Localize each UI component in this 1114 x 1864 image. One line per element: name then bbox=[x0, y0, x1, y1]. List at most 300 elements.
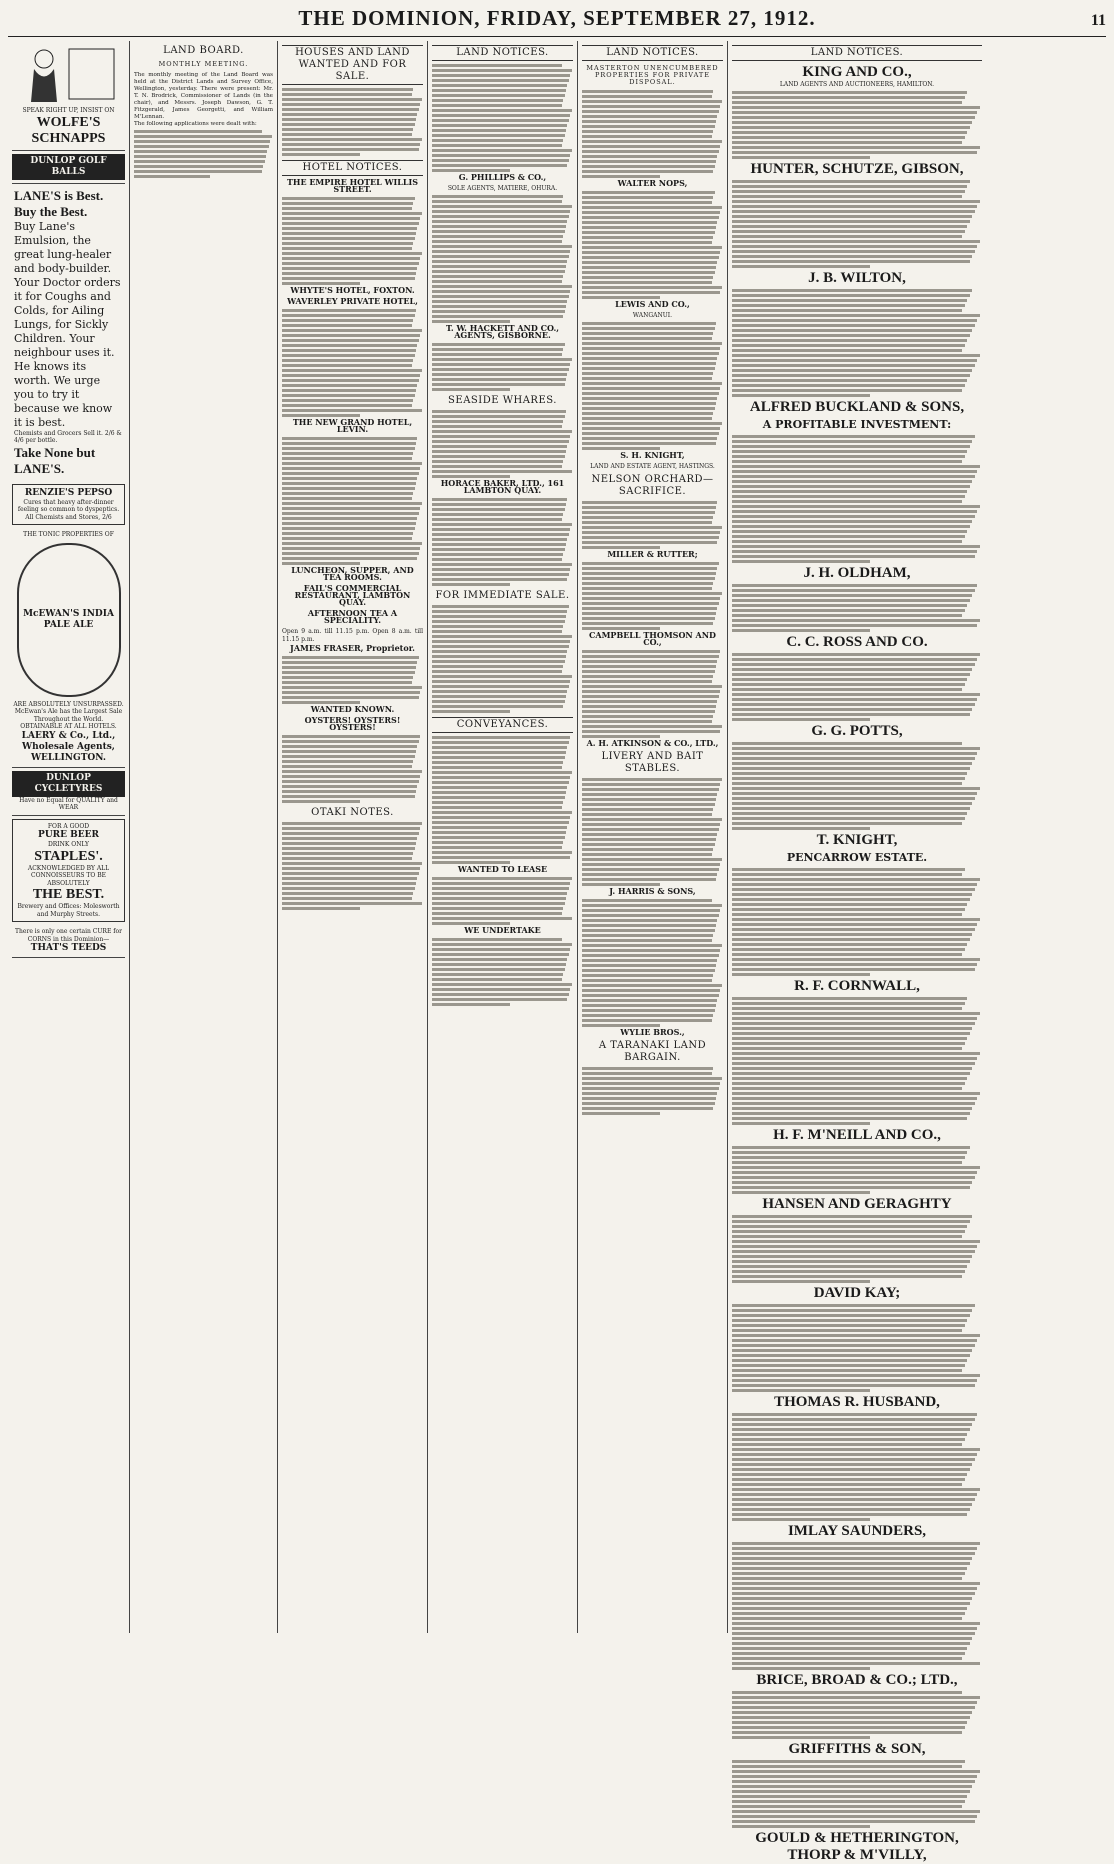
illegible-text-line bbox=[732, 589, 975, 592]
illegible-text-line bbox=[432, 573, 569, 576]
illegible-text-line bbox=[582, 377, 712, 380]
illegible-text-line bbox=[282, 740, 419, 743]
illegible-text-line bbox=[732, 106, 980, 109]
illegible-text-line bbox=[732, 146, 980, 149]
illegible-text-line bbox=[432, 841, 563, 844]
illegible-text-line bbox=[582, 382, 722, 385]
illegible-text-line bbox=[732, 1052, 980, 1055]
classified-text bbox=[432, 498, 573, 586]
illegible-text-line bbox=[732, 1820, 975, 1823]
illegible-text-line bbox=[582, 261, 717, 264]
illegible-text-line bbox=[282, 512, 419, 515]
land-notices-column-3: LAND NOTICES. KING AND CO., LAND AGENTS AND AUCTIONEERS, HAMILTON. HUNTER, SCHUTZE, GIBSON, J. B. WILTON, ALFRED BUCKLAND & SONS, A PROFITABLE INVESTMENT: J. H. OLDHAM, C. C. ROSS AND CO. G. G. POTTS, T. KNIGHT, PENCARROW ESTATE. R. F. CORNWALL, H. F. M'NEILL AND CO., HANSEN AND GERAGHTY DAVID KAY; THOMAS R. HUSBAND, IMLAY SAUNDERS, BRICE, BROAD & CO.; LTD., GRIFFITHS & SON, GOULD & HETHERINGTON, THORP & M'VILLY, bbox=[728, 41, 986, 1633]
illegible-text-line bbox=[432, 358, 572, 361]
illegible-text-line bbox=[582, 387, 720, 390]
illegible-text-line bbox=[282, 527, 415, 530]
illegible-text-line bbox=[582, 100, 722, 103]
illegible-text-line bbox=[732, 693, 980, 696]
illegible-text-line bbox=[282, 691, 420, 694]
illegible-text-line bbox=[282, 472, 419, 475]
illegible-text-line bbox=[582, 226, 716, 229]
illegible-text-line bbox=[732, 908, 965, 911]
illegible-text-line bbox=[732, 121, 972, 124]
illegible-text-line bbox=[432, 665, 563, 668]
illegible-text-line bbox=[582, 246, 722, 249]
illegible-text-line bbox=[582, 655, 719, 658]
dunlop-cycle-advert: DUNLOP CYCLETYRES Have no Equal for QUALITY and WEAR bbox=[12, 768, 125, 816]
illegible-text-line bbox=[732, 1240, 980, 1243]
illegible-text-line bbox=[732, 614, 962, 617]
illegible-text-line bbox=[582, 1014, 713, 1017]
classified-text bbox=[732, 653, 982, 721]
illegible-text-line bbox=[732, 555, 975, 558]
illegible-text-line bbox=[732, 1413, 977, 1416]
illegible-text-line bbox=[282, 262, 419, 265]
illegible-text-line bbox=[582, 974, 713, 977]
illegible-text-line bbox=[282, 735, 420, 738]
section-heading: A TARANAKI LAND BARGAIN. bbox=[598, 1040, 707, 1063]
illegible-text-line bbox=[732, 1225, 967, 1228]
illegible-text-line bbox=[432, 821, 569, 824]
illegible-text-line bbox=[282, 394, 415, 397]
illegible-text-line bbox=[432, 119, 569, 122]
illegible-text-line bbox=[732, 505, 980, 508]
illegible-text-line bbox=[732, 1082, 965, 1085]
illegible-text-line bbox=[732, 1478, 965, 1481]
illegible-text-line bbox=[432, 435, 570, 438]
illegible-text-line bbox=[282, 462, 422, 465]
illegible-text-line bbox=[732, 629, 870, 632]
illegible-text-line bbox=[732, 200, 980, 203]
illegible-text-line bbox=[432, 791, 566, 794]
illegible-text-line bbox=[582, 392, 719, 395]
illegible-text-line bbox=[432, 801, 563, 804]
illegible-text-line bbox=[732, 359, 977, 362]
illegible-text-line bbox=[582, 833, 717, 836]
illegible-text-line bbox=[732, 1250, 975, 1253]
illegible-text-line bbox=[432, 806, 562, 809]
illegible-text-line bbox=[432, 430, 572, 433]
illegible-text-line bbox=[432, 373, 567, 376]
illegible-text-line bbox=[432, 826, 567, 829]
illegible-text-line bbox=[732, 1721, 967, 1724]
classified-text bbox=[732, 1760, 982, 1828]
illegible-text-line bbox=[732, 1122, 870, 1125]
illegible-text-line bbox=[732, 1161, 962, 1164]
illegible-text-line bbox=[732, 1151, 967, 1154]
illegible-text-line bbox=[432, 295, 569, 298]
illegible-text-line bbox=[582, 959, 717, 962]
illegible-text-line bbox=[432, 553, 563, 556]
illegible-text-line bbox=[732, 1483, 962, 1486]
illegible-text-line bbox=[282, 877, 417, 880]
illegible-text-line bbox=[732, 445, 970, 448]
illegible-text-line bbox=[732, 1448, 980, 1451]
illegible-text-line bbox=[582, 1097, 716, 1100]
illegible-text-line bbox=[732, 1389, 870, 1392]
illegible-text-line bbox=[732, 958, 980, 961]
illegible-text-line bbox=[282, 852, 413, 855]
illegible-text-line bbox=[432, 210, 570, 213]
illegible-text-line bbox=[582, 690, 720, 693]
illegible-text-line bbox=[732, 787, 980, 790]
illegible-text-line bbox=[732, 1463, 972, 1466]
illegible-text-line bbox=[732, 1438, 965, 1441]
illegible-text-line bbox=[732, 309, 962, 312]
illegible-text-line bbox=[582, 725, 722, 728]
illegible-text-line bbox=[582, 853, 712, 856]
teeds-advert: There is only one certain CURE for CORNS in this Dominion— THAT'S TEEDS bbox=[12, 925, 125, 958]
illegible-text-line bbox=[282, 272, 416, 275]
illegible-text-line bbox=[432, 503, 566, 506]
illegible-text-line bbox=[282, 760, 413, 763]
mcewan-advert: THE TONIC PROPERTIES OF McEWAN'S INDIA PALE ALE ARE ABSOLUTELY UNSURPASSED. McEwan's Ale has the Largest Sale Throughout the World. OBTAINABLE AT ALL HOTELS. LAERY & Co., Ltd., Wholesale Agents, WELLINGTON. bbox=[12, 528, 125, 768]
illegible-text-line bbox=[732, 1790, 970, 1793]
illegible-text-line bbox=[732, 1775, 977, 1778]
illegible-text-line bbox=[732, 948, 965, 951]
illegible-text-line bbox=[432, 948, 570, 951]
illegible-text-line bbox=[582, 803, 715, 806]
illegible-text-line bbox=[732, 1181, 972, 1184]
land-notices-column-2: LAND NOTICES. MASTERTON UNENCUMBERED PROPERTIES FOR PRIVATE DISPOSAL. WALTER NOPS, LEWIS AND CO., WANGANUI. S. H. KNIGHT, LAND AND ESTATE AGENT, HASTINGS. NELSON ORCHARD—SACRIFICE. MILLER & RUTTER; CAMPBELL THOMSON AND CO., A. H. ATKINSON & CO., LTD., LIVERY AND BAIT STABLES. J. HARRIS & SONS, WYLIE BROS., A TARANAKI LAND BARGAIN. bbox=[578, 41, 728, 1633]
illegible-text-line bbox=[732, 663, 975, 666]
illegible-text-line bbox=[432, 220, 567, 223]
illegible-text-line bbox=[432, 645, 569, 648]
illegible-text-line bbox=[432, 240, 562, 243]
classified-text bbox=[582, 322, 723, 450]
illegible-text-line bbox=[432, 353, 562, 356]
illegible-text-line bbox=[282, 123, 415, 126]
illegible-text-line bbox=[282, 237, 415, 240]
illegible-text-line bbox=[282, 557, 417, 560]
illegible-text-line bbox=[282, 671, 415, 674]
illegible-text-line bbox=[432, 508, 565, 511]
illegible-text-line bbox=[732, 324, 975, 327]
illegible-text-line bbox=[282, 785, 417, 788]
illegible-text-line bbox=[432, 655, 566, 658]
illegible-text-line bbox=[282, 897, 412, 900]
illegible-text-line bbox=[282, 755, 415, 758]
illegible-text-line bbox=[732, 1468, 970, 1471]
illegible-text-line bbox=[282, 552, 419, 555]
illegible-text-line bbox=[732, 374, 970, 377]
illegible-text-line bbox=[282, 837, 417, 840]
illegible-text-line bbox=[732, 460, 962, 463]
illegible-text-line bbox=[732, 364, 975, 367]
illegible-text-line bbox=[282, 148, 419, 151]
classified-text bbox=[432, 605, 573, 713]
illegible-text-line bbox=[432, 578, 567, 581]
illegible-text-line bbox=[582, 531, 720, 534]
illegible-text-line bbox=[732, 898, 970, 901]
illegible-text-line bbox=[732, 1825, 870, 1828]
illegible-text-line bbox=[582, 521, 712, 524]
illegible-text-line bbox=[432, 225, 566, 228]
illegible-text-line bbox=[432, 610, 567, 613]
illegible-text-line bbox=[732, 968, 975, 971]
illegible-text-line bbox=[582, 612, 716, 615]
illegible-text-line bbox=[732, 1612, 965, 1615]
illegible-text-line bbox=[582, 607, 717, 610]
illegible-text-line bbox=[582, 1072, 712, 1075]
illegible-text-line bbox=[732, 190, 965, 193]
illegible-text-line bbox=[432, 230, 565, 233]
illegible-text-line bbox=[732, 718, 870, 721]
illegible-text-line bbox=[732, 1542, 980, 1545]
classified-text bbox=[732, 997, 982, 1125]
illegible-text-line bbox=[732, 1017, 977, 1020]
illegible-text-line bbox=[432, 846, 562, 849]
illegible-text-line bbox=[732, 943, 967, 946]
illegible-text-line bbox=[732, 747, 980, 750]
illegible-text-line bbox=[432, 998, 567, 1001]
illegible-text-line bbox=[732, 240, 980, 243]
illegible-text-line bbox=[732, 1374, 980, 1377]
illegible-text-line bbox=[732, 1032, 970, 1035]
illegible-text-line bbox=[282, 892, 413, 895]
illegible-text-line bbox=[732, 530, 967, 533]
illegible-text-line bbox=[732, 1637, 972, 1640]
illegible-text-line bbox=[432, 786, 567, 789]
illegible-text-line bbox=[432, 368, 569, 371]
illegible-text-line bbox=[432, 410, 566, 413]
illegible-text-line bbox=[432, 751, 566, 754]
illegible-text-line bbox=[282, 319, 413, 322]
illegible-text-line bbox=[432, 675, 572, 678]
illegible-text-line bbox=[582, 442, 716, 445]
illegible-text-line bbox=[732, 1354, 970, 1357]
illegible-text-line bbox=[582, 562, 719, 565]
illegible-text-line bbox=[282, 217, 420, 220]
classified-text bbox=[732, 1691, 982, 1739]
illegible-text-line bbox=[432, 705, 563, 708]
illegible-text-line bbox=[732, 1458, 975, 1461]
illegible-text-line bbox=[432, 215, 569, 218]
illegible-text-line bbox=[432, 104, 562, 107]
illegible-text-line bbox=[732, 294, 970, 297]
illegible-text-line bbox=[732, 1622, 980, 1625]
illegible-text-line bbox=[282, 277, 415, 280]
illegible-text-line bbox=[432, 953, 569, 956]
illegible-text-line bbox=[282, 547, 420, 550]
illegible-text-line bbox=[282, 872, 419, 875]
illegible-text-line bbox=[732, 510, 977, 513]
illegible-text-line bbox=[582, 241, 712, 244]
illegible-text-line bbox=[732, 1498, 975, 1501]
illegible-text-line bbox=[432, 695, 566, 698]
illegible-text-line bbox=[282, 507, 420, 510]
illegible-text-line bbox=[432, 615, 566, 618]
illegible-text-line bbox=[282, 202, 413, 205]
illegible-text-line bbox=[432, 470, 572, 473]
illegible-text-line bbox=[582, 281, 712, 284]
illegible-text-line bbox=[282, 232, 416, 235]
illegible-text-line bbox=[732, 500, 962, 503]
illegible-text-line bbox=[282, 822, 422, 825]
illegible-text-line bbox=[732, 1731, 962, 1734]
illegible-text-line bbox=[732, 490, 967, 493]
illegible-text-line bbox=[582, 286, 722, 289]
illegible-text-line bbox=[282, 745, 417, 748]
classified-text bbox=[732, 1413, 982, 1521]
illegible-text-line bbox=[582, 221, 717, 224]
illegible-text-line bbox=[732, 1171, 977, 1174]
illegible-text-line bbox=[432, 450, 566, 453]
illegible-text-line bbox=[282, 143, 420, 146]
illegible-text-line bbox=[732, 1795, 967, 1798]
section-heading: LIVERY AND BAIT STABLES. bbox=[601, 751, 704, 774]
illegible-text-line bbox=[582, 783, 720, 786]
illegible-text-line bbox=[582, 994, 719, 997]
illegible-text-line bbox=[732, 1339, 977, 1342]
illegible-text-line bbox=[732, 205, 977, 208]
illegible-text-line bbox=[582, 949, 720, 952]
illegible-text-line bbox=[432, 159, 569, 162]
illegible-text-line bbox=[732, 1736, 870, 1739]
illegible-text-line bbox=[732, 265, 870, 268]
illegible-text-line bbox=[432, 993, 569, 996]
illegible-text-line bbox=[582, 730, 720, 733]
section-heading: CONVEYANCES. bbox=[432, 717, 573, 733]
illegible-text-line bbox=[432, 766, 562, 769]
illegible-text-line bbox=[282, 359, 413, 362]
illegible-text-line bbox=[732, 260, 970, 263]
illegible-text-line bbox=[432, 99, 563, 102]
illegible-text-line bbox=[732, 1473, 967, 1476]
illegible-text-line bbox=[732, 1245, 977, 1248]
illegible-text-line bbox=[732, 772, 967, 775]
illegible-text-line bbox=[432, 670, 562, 673]
illegible-text-line bbox=[432, 265, 566, 268]
illegible-text-line bbox=[282, 339, 419, 342]
illegible-text-line bbox=[582, 828, 719, 831]
illegible-text-line bbox=[732, 1072, 970, 1075]
illegible-text-line bbox=[732, 180, 970, 183]
illegible-text-line bbox=[732, 1092, 980, 1095]
illegible-text-line bbox=[432, 978, 562, 981]
illegible-text-line bbox=[282, 197, 415, 200]
illegible-text-line bbox=[432, 154, 570, 157]
mcewan-label: McEWAN'S INDIA PALE ALE bbox=[17, 543, 121, 697]
illegible-text-line bbox=[732, 435, 975, 438]
illegible-text-line bbox=[582, 347, 720, 350]
illegible-text-line bbox=[432, 660, 565, 663]
illegible-text-line bbox=[582, 506, 716, 509]
illegible-text-line bbox=[432, 528, 570, 531]
illegible-text-line bbox=[582, 567, 717, 570]
illegible-text-line bbox=[582, 352, 719, 355]
illegible-text-line bbox=[582, 140, 722, 143]
illegible-text-line bbox=[432, 811, 572, 814]
illegible-text-line bbox=[732, 91, 967, 94]
classified-text bbox=[732, 289, 982, 397]
illegible-text-line bbox=[432, 968, 565, 971]
illegible-text-line bbox=[582, 216, 719, 219]
advert-column bbox=[8, 41, 130, 1633]
illegible-text-line bbox=[732, 475, 975, 478]
article-intro: The monthly meeting of the Land Board was held at the District Lands and Survey Office, Wellington, yesterday. There were present: Mr. T. N. Brodrick, Commissioner of Lands (in the chair), and Messrs. Joseph Dawson, G. T. Fitzgerald, James Georgetti, and William M'Lennan. bbox=[134, 72, 273, 120]
illegible-text-line bbox=[732, 225, 967, 228]
illegible-text-line bbox=[732, 1428, 970, 1431]
illegible-text-line bbox=[282, 138, 422, 141]
illegible-text-line bbox=[432, 776, 570, 779]
illegible-text-line bbox=[732, 792, 977, 795]
illegible-text-line bbox=[732, 703, 975, 706]
illegible-text-line bbox=[282, 349, 416, 352]
illegible-text-line bbox=[582, 919, 717, 922]
illegible-text-line bbox=[732, 185, 967, 188]
illegible-text-line bbox=[732, 619, 980, 622]
illegible-text-line bbox=[582, 437, 717, 440]
illegible-text-line bbox=[732, 289, 972, 292]
illegible-text-line bbox=[732, 1022, 975, 1025]
illegible-text-line bbox=[432, 963, 566, 966]
illegible-text-line bbox=[732, 1562, 970, 1565]
illegible-text-line bbox=[732, 1805, 962, 1808]
illegible-text-line bbox=[432, 625, 563, 628]
illegible-text-line bbox=[582, 150, 719, 153]
illegible-text-line bbox=[432, 605, 569, 608]
illegible-text-line bbox=[282, 247, 412, 250]
illegible-text-line bbox=[732, 535, 965, 538]
illegible-text-line bbox=[732, 440, 972, 443]
illegible-text-line bbox=[282, 374, 420, 377]
illegible-text-line bbox=[282, 113, 417, 116]
illegible-text-line bbox=[732, 913, 962, 916]
illegible-text-line bbox=[432, 144, 562, 147]
illegible-text-line bbox=[582, 808, 713, 811]
illegible-text-line bbox=[732, 1097, 977, 1100]
illegible-text-line bbox=[582, 1004, 716, 1007]
illegible-text-line bbox=[432, 149, 572, 152]
illegible-text-line bbox=[732, 1557, 972, 1560]
land-notices-column-1: LAND NOTICES. G. PHILLIPS & CO., SOLE AGENTS, MATIERE, OHURA. T. W. HACKETT AND CO., AGENTS, GISBORNE. SEASIDE WHARES. HORACE BAKER, LTD., 161 LAMBTON QUAY. FOR IMMEDIATE SALE. CONVEYANCES. WANTED TO LEASE WE UNDERTAKE bbox=[428, 41, 578, 1633]
illegible-text-line bbox=[582, 120, 716, 123]
illegible-text-line bbox=[432, 690, 567, 693]
illegible-text-line bbox=[732, 1572, 965, 1575]
illegible-text-line bbox=[432, 285, 572, 288]
illegible-text-line bbox=[432, 129, 566, 132]
illegible-text-line bbox=[582, 577, 715, 580]
illegible-text-line bbox=[732, 1047, 962, 1050]
illegible-text-line bbox=[432, 124, 567, 127]
illegible-text-line bbox=[732, 1577, 962, 1580]
illegible-text-line bbox=[732, 1146, 970, 1149]
illegible-text-line bbox=[732, 1324, 965, 1327]
illegible-text-line bbox=[732, 973, 870, 976]
illegible-text-line bbox=[582, 417, 712, 420]
illegible-text-line bbox=[732, 757, 975, 760]
illegible-text-line bbox=[732, 1662, 980, 1665]
illegible-text-line bbox=[282, 103, 420, 106]
illegible-text-line bbox=[732, 1726, 965, 1729]
illegible-text-line bbox=[432, 558, 562, 561]
illegible-text-line bbox=[282, 252, 422, 255]
illegible-text-line bbox=[732, 1552, 975, 1555]
illegible-text-line bbox=[582, 511, 715, 514]
illegible-text-line bbox=[732, 673, 970, 676]
illegible-text-line bbox=[582, 904, 722, 907]
illegible-text-line bbox=[732, 777, 965, 780]
illegible-text-line bbox=[134, 155, 266, 158]
classified-text bbox=[282, 735, 423, 803]
illegible-text-line bbox=[732, 96, 965, 99]
illegible-text-line bbox=[582, 1067, 713, 1070]
page-number: 11 bbox=[1090, 12, 1106, 29]
illegible-text-line bbox=[432, 260, 567, 263]
illegible-text-line bbox=[582, 165, 715, 168]
illegible-text-line bbox=[732, 465, 980, 468]
